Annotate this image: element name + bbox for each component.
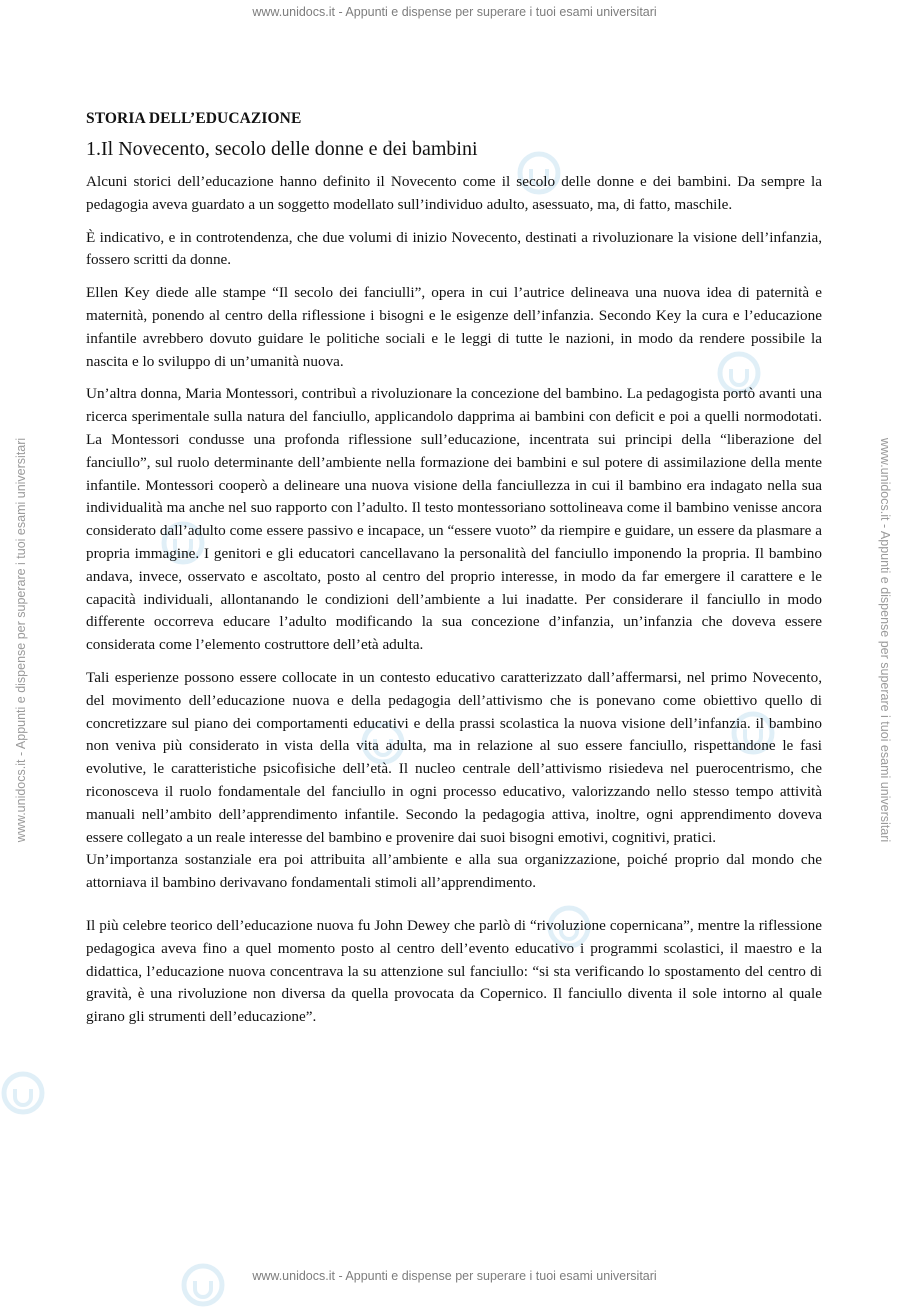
paragraph-5: Tali esperienze possono essere collocate in un contesto educativo caratterizzato dall’affermarsi, nel primo Novecento, del movimento dell’educazione nuova e della pedagogia dell’attivismo che is ponevano come obiettivo quello di concretizzare sul piano dei comportamenti educativi e della prassi scolastica la nuova visione dell’infanzia. il bambino non veniva più considerato in vista della vita adulta, ma in relazione al suo essere fanciullo, rispettandone le fasi evolutive, le caratteristiche psicofisiche dell’età. Il nucleo centrale dell’attivismo risiedeva nel puerocentrismo, che riconosceva il ruolo fondamentale del fanciullo in ogni processo educativo, valorizzando nello stesso tempo attività manuali nell’ambito dell’apprendimento infantile. Secondo la pedagogia attiva, inoltre, ogni apprendimento doveva essere collegato a un reale interesse del bambino e provenire dai suoi bisogni emotivi, cognitivi, pratici. Un’importanza sostanziale era poi attribuita all’ambiente e alla sua organizzazione, poiché proprio dal mondo che attorniava il bambino derivavano fondamentali stimoli all’apprendimento. xyxy=(86,668,822,892)
paragraph-2: È indicativo, e in controtendenza, che due volumi di inizio Novecento, destinati a rivoluzionare la visione dell’infanzia, fossero scritti da donne. xyxy=(86,228,822,269)
unidocs-logo-icon xyxy=(180,1262,226,1308)
document-heading: STORIA DELL’EDUCAZIONE xyxy=(86,110,302,127)
watermark-left: www.unidocs.it - Appunti e dispense per superare i tuoi esami universitari xyxy=(14,437,28,843)
watermark-top: www.unidocs.it - Appunti e dispense per superare i tuoi esami universitari xyxy=(252,5,657,19)
paragraph-4: Un’altra donna, Maria Montessori, contribuì a rivoluzionare la concezione del bambino. La pedagogista portò avanti una ricerca sperimentale sulla natura del fanciullo, applicandolo dapprima ai bambini con deficit e poi a quelli normodotati. La Montessori condusse una profonda riflessione sull’educazione, incentrata sui principi della “liberazione del fanciullo”, sul ruolo determinante dell’ambiente nella formazione dei bambini e sul potere di assimilazione della mente infantile. Montessori cooperò a delineare una nuova visione della fanciullezza in cui il bambino era indagato nella sua individualità ma anche nel suo rapporto con l’adulto. Il testo montessoriano sottolineava come il bambino venisse ancora considerato dall’adulto come essere passivo e incapace, un “essere vuoto” da riempire e guidare, un essere da plasmare a propria immagine. I genitori e gli educatori cancellavano la personalità del fanciullo imponendo la propria. Il bambino andava, invece, osservato e ascoltato, posto al centro del proprio interesse, in modo da far emergere il carattere e le capacità individuali, allontanando le condizioni dell’ambiente a lui inadatte. Per considerare il fanciullo in modo differente occorreva educare l’adulto modificando la sua concezione d’infanzia, un’infanzia che doveva essere considerata come l’elemento costruttore dell’età adulta. xyxy=(86,385,822,654)
paragraph-1: Alcuni storici dell’educazione hanno definito il Novecento come il secolo delle donne e dei bambini. Da sempre la pedagogia aveva guardato a un soggetto modellato sull’individuo adulto, asessuato, ma, di fatto, maschile. xyxy=(86,173,822,213)
watermark-bottom: www.unidocs.it - Appunti e dispense per superare i tuoi esami universitari xyxy=(252,1269,657,1283)
document-body xyxy=(86,110,822,1039)
paragraph-6: Il più celebre teorico dell’educazione nuova fu John Dewey che parlò di “rivoluzione copernicana”, mentre la riflessione pedagogica aveva fino a quel momento posto al centro dell’evento educativo i programmi scolastici, il maestro e la didattica, l’educazione nuova concentrava la su attenzione sul fanciullo: “si sta verificando lo spostamento del centro di gravità, è una rivoluzione non diversa da quella provocata da Copernico. Il fanciullo diventa il sole intorno al quale girano gli strumenti dell’educazione”. xyxy=(86,916,822,1026)
paragraph-3: Ellen Key diede alle stampe “Il secolo dei fanciulli”, opera in cui l’autrice delineava una nuova idea di paternità e maternità, ponendo al centro della riflessione i bisogni e le esigenze dell’infanzia. Secondo Key la cura e l’educazione infantile avrebbero dovuto guidare le politiche sociali e le leggi di tutte le nazioni, in modo da rendere possibile la nascita e lo sviluppo di un’umanità nuova. xyxy=(86,284,822,370)
section-title: 1.Il Novecento, secolo delle donne e dei bambini xyxy=(86,138,478,160)
unidocs-logo-icon xyxy=(0,1070,46,1116)
watermark-right: www.unidocs.it - Appunti e dispense per superare i tuoi esami universitari xyxy=(878,437,892,843)
